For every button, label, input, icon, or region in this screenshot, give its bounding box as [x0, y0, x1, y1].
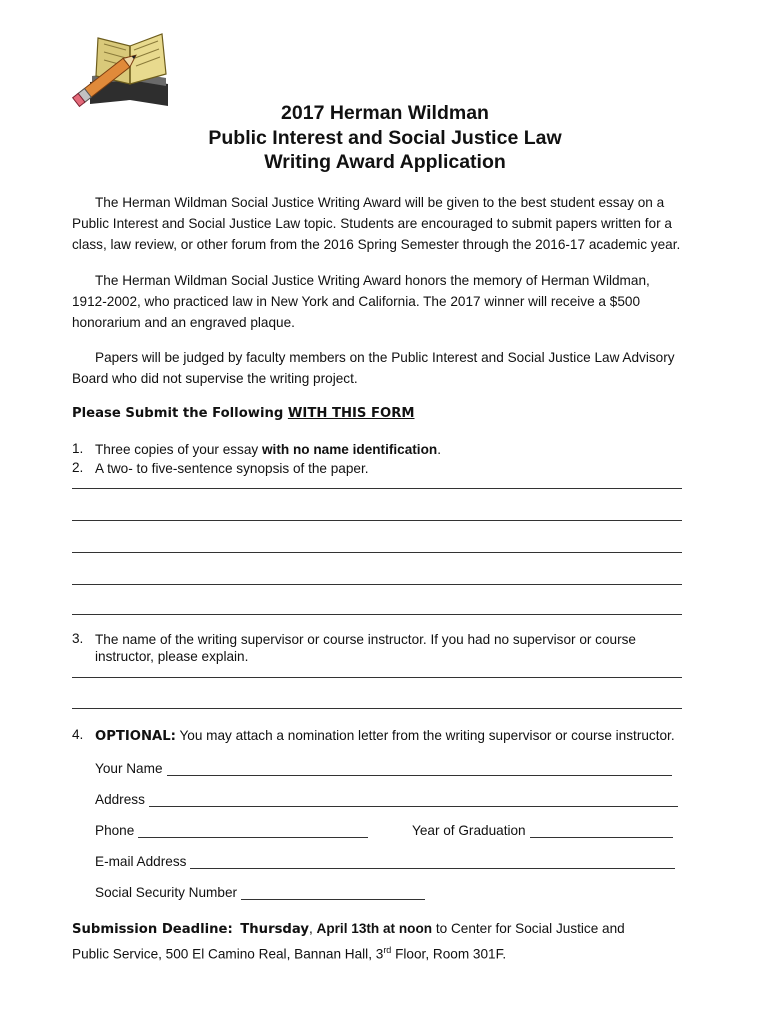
- intro-paragraph-1: The Herman Wildman Social Justice Writing Award will be given to the best student essay on a Public Interest and Social Justice Law topic. Students are encouraged to submit papers written for a class, law review, or other forum from the 2016 Spring Semester through the 2016-17 academic year.: [72, 195, 681, 252]
- supervisor-line[interactable]: [72, 708, 682, 709]
- item-1-text: Three copies of your essay with no name identification.: [95, 442, 441, 457]
- year-of-graduation-input-line[interactable]: [530, 823, 673, 838]
- email-field[interactable]: [95, 854, 675, 869]
- synopsis-line[interactable]: [72, 488, 682, 489]
- item-3-number: 3.: [72, 631, 84, 646]
- address-field[interactable]: [95, 792, 678, 807]
- synopsis-line[interactable]: [72, 584, 682, 585]
- address-input-line[interactable]: [149, 792, 678, 807]
- email-input-line[interactable]: [190, 854, 675, 869]
- ssn-input-line[interactable]: [241, 885, 425, 900]
- item-2-text: A two- to five-sentence synopsis of the paper.: [95, 461, 369, 476]
- title-line-1: 2017 Herman Wildman: [281, 102, 489, 124]
- item-2-number: 2.: [72, 460, 84, 475]
- phone-input-line[interactable]: [138, 823, 368, 838]
- address-label: Address: [95, 792, 145, 807]
- intro-paragraph-3: Papers will be judged by faculty members on the Public Interest and Social Justice Law Advisory Board who did not supervise the writing project.: [72, 350, 675, 386]
- item-4-text: OPTIONAL: You may attach a nomination letter from the writing supervisor or course instructor.: [95, 728, 675, 744]
- phone-field[interactable]: [95, 823, 368, 838]
- your-name-label: Your Name: [95, 761, 163, 776]
- ssn-label: Social Security Number: [95, 885, 238, 900]
- year-of-graduation-field[interactable]: [412, 823, 673, 838]
- submit-heading: Please Submit the Following WITH THIS FORM: [72, 406, 415, 421]
- title-line-3: Writing Award Application: [264, 151, 506, 173]
- phone-label: Phone: [95, 823, 135, 838]
- year-of-graduation-label: Year of Graduation: [412, 823, 526, 838]
- item-1-number: 1.: [72, 441, 84, 456]
- intro-paragraph-2: The Herman Wildman Social Justice Writing Award honors the memory of Herman Wildman, 1912-2002, who practiced law in New York and California. The 2017 winner will receive a $500 honorarium and an engraved plaque.: [72, 273, 650, 330]
- synopsis-line[interactable]: [72, 552, 682, 553]
- item-3-text: The name of the writing supervisor or course instructor. If you had no supervisor or course instructor, please explain.: [95, 632, 636, 664]
- your-name-field[interactable]: [95, 761, 672, 776]
- synopsis-line[interactable]: [72, 520, 682, 521]
- item-4-number: 4.: [72, 727, 84, 742]
- title-line-2: Public Interest and Social Justice Law: [208, 127, 562, 149]
- supervisor-line[interactable]: [72, 677, 682, 678]
- synopsis-line[interactable]: [72, 614, 682, 615]
- ssn-field[interactable]: [95, 885, 425, 900]
- your-name-input-line[interactable]: [167, 761, 672, 776]
- email-label: E-mail Address: [95, 854, 187, 869]
- submission-deadline: Submission Deadline: Thursday, April 13th at noon to Center for Social Justice and Public Service, 500 El Camino Real, Bannan Hall, 3rd Floor, Room 301F.: [72, 921, 625, 962]
